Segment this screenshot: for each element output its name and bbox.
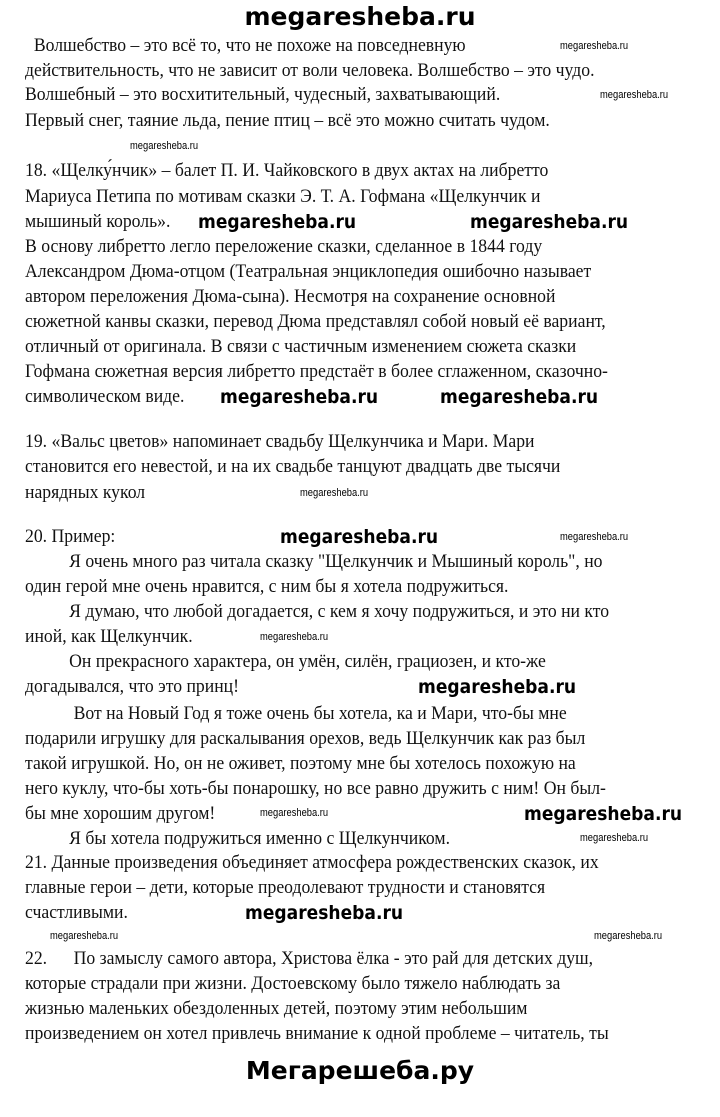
text-line: 19. «Вальс цветов» напоминает свадьбу Щелкунчика и Мари. Мари [25,431,535,452]
watermark: megaresheba.ru [220,386,379,408]
text-line: отличный от оригинала. В связи с частичным изменением сюжета сказки [25,336,577,357]
text-line: такой игрушкой. Но, он не оживет, поэтому мне бы хотелось похожую на [25,753,576,774]
text-line: Я бы хотела подружиться именно с Щелкунчиком. [25,828,451,849]
watermark: megaresheba.ru [300,487,369,499]
watermark: megaresheba.ru [280,526,439,548]
text-line: В основу либретто легло переложение сказки, сделанное в 1844 году [25,236,543,257]
text-line: произведением он хотел привлечь внимание к одной проблеме – читатель, ты [25,1023,609,1044]
text-line: 22. По замыслу самого автора, Христова ёлка - это рай для детских душ, [25,948,594,969]
text-line: бы мне хорошим другом! [25,803,216,824]
text-line: сюжетной канвы сказки, перевод Дюма представлял собой новый её вариант, [25,311,606,332]
text-line: Он прекрасного характера, он умён, силён, грациозен, и кто-же [25,651,546,672]
text-line: 21. Данные произведения объединяет атмосфера рождественских сказок, их [25,852,599,873]
watermark: megaresheba.ru [560,40,629,52]
text-line: счастливыми. [25,902,128,923]
text-line: символическом виде. [25,386,185,407]
watermark: megaresheba.ru [524,803,683,825]
watermark: megaresheba.ru [470,211,629,233]
watermark: megaresheba.ru [418,676,577,698]
text-line: догадывался, что это принц! [25,676,240,697]
text-line: Первый снег, таяние льда, пение птиц – всё это можно считать чудом. [25,110,550,131]
text-line: Гофмана сюжетная версия либретто предстаёт в более сглаженном, сказочно- [25,361,608,382]
watermark: megaresheba.ru [560,531,629,543]
text-line: становится его невестой, и на их свадьбе танцуют двадцать две тысячи [25,456,561,477]
text-line: мышиный король». [25,211,171,232]
text-line: Волшебство – это всё то, что не похоже на повседневную [25,35,466,56]
site-header: megaresheba.ru [244,2,476,31]
watermark: megaresheba.ru [260,807,329,819]
text-line: главные герои – дети, которые преодолевают трудности и становятся [25,877,546,898]
watermark: megaresheba.ru [50,930,119,942]
text-line: него куклу, что-бы хоть-бы понарошку, но все равно дружить с ним! Он был- [25,778,606,799]
text-line: 18. «Щелку́нчик» – балет П. И. Чайковского в двух актах на либретто [25,160,549,181]
watermark: megaresheba.ru [594,930,663,942]
watermark: megaresheba.ru [260,631,329,643]
watermark: megaresheba.ru [245,902,404,924]
text-line: Волшебный – это восхитительный, чудесный, захватывающий. [25,84,501,105]
text-line: жизнью маленьких обездоленных детей, поэтому этим небольшим [25,998,528,1019]
text-line: Я думаю, что любой догадается, с кем я хочу подружиться, и это ни кто [25,601,610,622]
watermark: megaresheba.ru [198,211,357,233]
text-line: нарядных кукол [25,482,146,503]
text-line: автором переложения Дюма-сына). Несмотря на сохранение основной [25,286,556,307]
text-line: 20. Пример: [25,526,116,547]
watermark: megaresheba.ru [580,832,649,844]
text-line: действительность, что не зависит от воли человека. Волшебство – это чудо. [25,60,595,81]
watermark: megaresheba.ru [600,89,669,101]
text-line: Александром Дюма-отцом (Театральная энциклопедия ошибочно называет [25,261,592,282]
text-line: которые страдали при жизни. Достоевскому было тяжело наблюдать за [25,973,561,994]
watermark: megaresheba.ru [440,386,599,408]
text-line: Я очень много раз читала сказку "Щелкунчик и Мышиный король", но [25,551,603,572]
text-line: иной, как Щелкунчик. [25,626,193,647]
text-line: подарили игрушку для раскалывания орехов, ведь Щелкунчик как раз был [25,728,586,749]
text-line: Вот на Новый Год я тоже очень бы хотела, ка и Мари, что-бы мне [25,703,567,724]
watermark: megaresheba.ru [130,140,199,152]
text-line: Мариуса Петипа по мотивам сказки Э. Т. А. Гофмана «Щелкунчик и [25,186,541,207]
text-line: один герой мне очень нравится, с ним бы я хотела подружиться. [25,576,509,597]
site-footer: Мегарешеба.ру [245,1056,475,1085]
